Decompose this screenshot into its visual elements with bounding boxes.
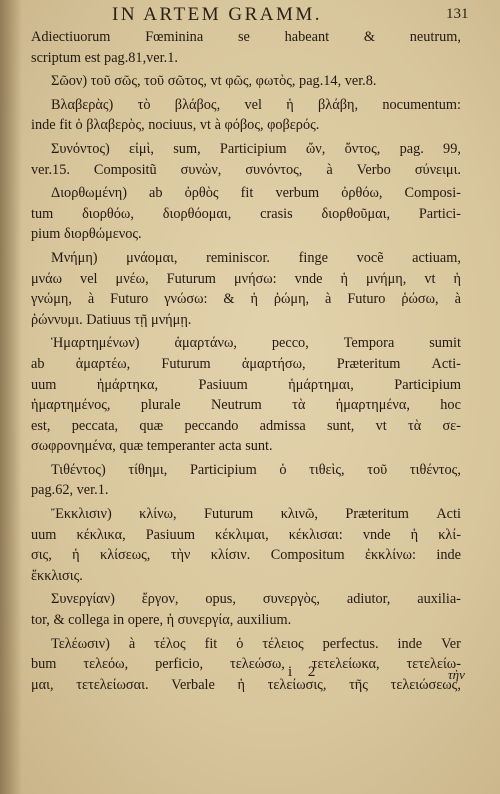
- text-line: σωφρονημένα, quæ temperanter acta sunt.: [31, 438, 273, 455]
- running-head: [0, 4, 500, 26]
- text-line: Σῶον) τοῦ σῶς, τοῦ σῶτος, vt φῶς, φωτὸς, pag.14, ver.8.: [51, 73, 377, 90]
- text-line: uum κέκλικα, Pasiuum κέκλιμαι, κέκλισαι: vnde ἡ κλί-: [31, 526, 461, 543]
- text-line: σις, ἡ κλίσεως, τὴν κλίσιν. Compositum ἐκκλίνω: inde: [31, 547, 461, 564]
- body-text: [31, 27, 461, 695]
- text-line: ἡμαρτημένος, plurale Neutrum τὰ ἡμαρτημένα, hoc: [31, 397, 461, 414]
- text-line: inde fit ὁ βλαβερὸς, nociuus, vt à φόβος, φοβερός.: [31, 117, 320, 134]
- text-line: μαι, τετελείωσαι. Verbale ἡ τελείωσις, τῆς τελειώσεως,: [31, 676, 461, 693]
- text-line: Συνόντος) εἰμὶ, sum, Participium ὤν, ὄντος, pag. 99,: [51, 140, 461, 157]
- text-line: pium διορθώμενος.: [31, 226, 142, 243]
- text-line: Συνεργίαν) ἔργον, opus, συνεργὸς, adiutor, auxilia-: [51, 591, 461, 608]
- text-line: ἔκκλισις.: [31, 567, 83, 584]
- page-number: 131: [446, 6, 469, 22]
- text-line: scriptum est pag.81,ver.1.: [31, 49, 178, 66]
- binding-shadow: [0, 0, 22, 794]
- text-line: γνώμη, à Futuro γνώσω: & ἡ ῥώμη, à Futuro ῥώσω, à: [31, 291, 461, 308]
- text-line: Adiectiuorum Fœminina se habeant & neutrum,: [31, 29, 461, 45]
- text-line: pag.62, ver.1.: [31, 482, 109, 499]
- text-line: Τελέωσιν) à τέλος fit ὁ τέλειος perfectus. inde Ver: [51, 635, 461, 652]
- text-line: tum διορθόω, διορθόομαι, crasis διορθοῦμαι, Partici-: [31, 205, 461, 222]
- text-line: ab ἁμαρτέω, Futurum ἁμαρτήσω, Præteritum Acti-: [31, 355, 461, 372]
- text-line: ver.15. Compositũ συνὼν, συνόντος, à Verbo σύνειμι.: [31, 161, 461, 178]
- text-line: uum ἡμάρτηκα, Pasiuum ἡμάρτημαι, Participium: [31, 376, 461, 393]
- text-line: μνάω vel μνέω, Futurum μνήσω: vnde ἡ μνήμη, vt ἡ: [31, 270, 461, 287]
- catchword: τὴν: [448, 667, 465, 682]
- text-line: Ἔκκλισιν) κλίνω, Futurum κλινῶ, Præteritum Acti: [51, 506, 461, 523]
- text-line: est, peccata, quæ peccando admissa sunt, vt τὰ σε-: [31, 417, 461, 434]
- text-line: Βλαβερὰς) τὸ βλάβος, vel ἡ βλάβη, nocumentum:: [51, 96, 461, 113]
- text-line: Τιθέντος) τίθημι, Participium ὁ τιθεὶς, τοῦ τιθέντος,: [51, 461, 461, 478]
- text-line: tor, & collega in opere, ἡ συνεργία, auxilium.: [31, 612, 292, 629]
- running-title: IN ARTEM GRAMM.: [112, 4, 323, 25]
- text-line: bum τελεόω, perficio, τελεώσω, τετελείωκα, τετελείω-: [31, 656, 461, 673]
- text-line: ῥώννυμι. Datiuus τῇ μνήμῃ.: [31, 311, 192, 328]
- signature-mark: i 2: [288, 664, 322, 680]
- text-line: Μνήμη) μνάομαι, reminiscor. finge vocẽ actiuam,: [51, 249, 461, 266]
- text-line: Διορθωμένη) ab ὀρθὸς fit verbum ὀρθόω, Composi-: [51, 185, 461, 202]
- text-line: Ἡμαρτημένων) ἁμαρτάνω, pecco, Tempora sumit: [51, 335, 461, 352]
